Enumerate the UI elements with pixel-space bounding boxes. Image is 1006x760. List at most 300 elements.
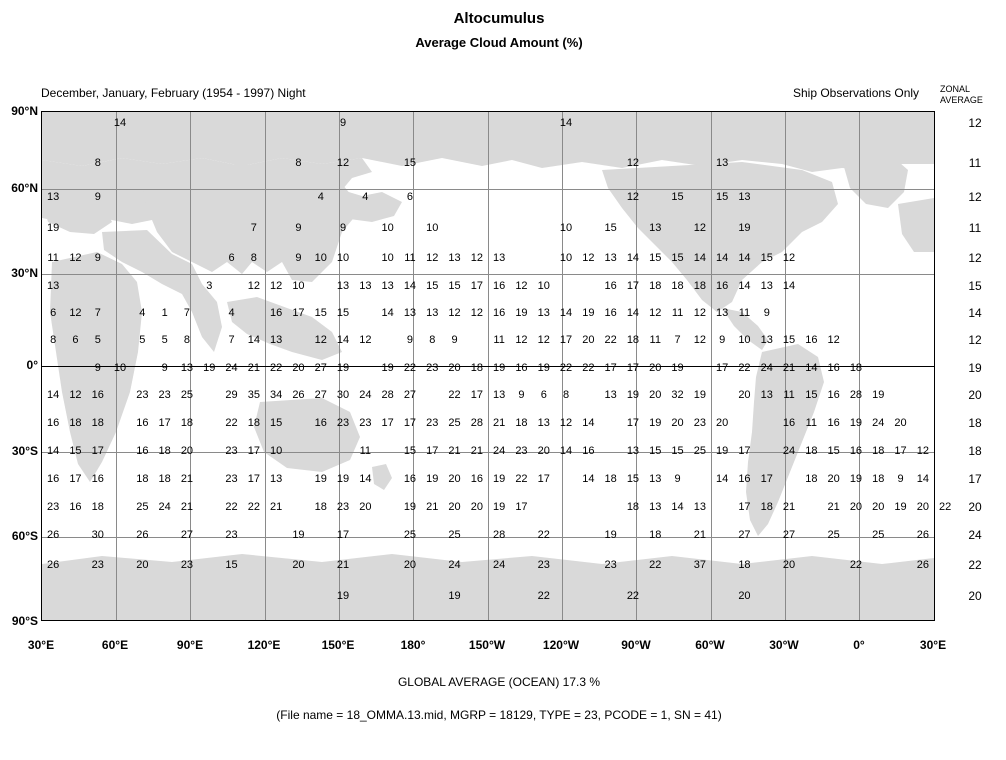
- grid-cell-value: 7: [228, 334, 235, 346]
- grid-cell-value: 21: [180, 473, 194, 485]
- grid-cell-value: 22: [515, 473, 528, 485]
- grid-cell-value: 14: [336, 334, 350, 346]
- grid-cell-value: 17: [760, 473, 773, 485]
- grid-cell-value: 26: [916, 559, 929, 571]
- grid-cell-value: 22: [582, 362, 595, 374]
- grid-cell-value: 24: [359, 389, 372, 401]
- zonal-average-value: 19: [968, 361, 982, 375]
- grid-cell-value: 12: [693, 334, 706, 346]
- grid-cell-value: 15: [671, 445, 684, 457]
- grid-cell-value: 13: [738, 191, 751, 203]
- grid-cell-value: 27: [180, 529, 194, 541]
- grid-cell-value: 22: [738, 362, 751, 374]
- grid-cell-value: 29: [225, 389, 238, 401]
- grid-cell-value: 28: [493, 529, 506, 541]
- grid-cell-value: 13: [649, 473, 662, 485]
- grid-cell-value: 10: [113, 362, 127, 374]
- grid-cell-value: 26: [47, 559, 60, 571]
- grid-cell-value: 10: [381, 252, 394, 264]
- grid-cell-value: 14: [738, 252, 751, 264]
- grid-cell-value: 15: [782, 334, 796, 346]
- grid-cell-value: 18: [872, 445, 885, 457]
- grid-cell-value: 23: [225, 445, 238, 457]
- grid-cell-value: 8: [50, 334, 57, 346]
- grid-cell-value: 20: [738, 389, 751, 401]
- grid-cell-value: 10: [336, 252, 350, 264]
- grid-cell-value: 20: [916, 501, 929, 513]
- grid-cell-value: 14: [113, 117, 127, 129]
- grid-cell-value: 12: [314, 334, 327, 346]
- grid-cell-value: 12: [827, 334, 840, 346]
- grid-cell-value: 21: [270, 501, 283, 513]
- grid-cell-value: 9: [339, 117, 347, 129]
- grid-cell-value: 18: [626, 334, 640, 346]
- grid-cell-value: 12: [69, 307, 82, 319]
- grid-cell-value: 17: [91, 445, 104, 457]
- grid-cell-value: 7: [94, 307, 101, 319]
- grid-cell-value: 12: [626, 157, 640, 169]
- grid-cell-value: 20: [582, 334, 595, 346]
- grid-cell-value: 25: [872, 529, 885, 541]
- grid-cell-value: 19: [515, 307, 528, 319]
- zonal-average-value: 17: [968, 472, 982, 486]
- xlabel-60W: 60°W: [695, 638, 725, 652]
- grid-cell-value: 25: [448, 529, 461, 541]
- grid-cell-value: 14: [626, 307, 640, 319]
- grid-cell-value: 22: [270, 362, 283, 374]
- grid-cell-value: 7: [250, 222, 257, 234]
- grid-cell-value: 15: [403, 157, 417, 169]
- grid-cell-value: 12: [270, 280, 283, 292]
- grid-cell-value: 15: [671, 252, 684, 264]
- grid-cell-value: 16: [91, 473, 104, 485]
- grid-cell-value: 20: [782, 559, 796, 571]
- grid-cell-value: 21: [247, 362, 260, 374]
- grid-cell-value: 18: [604, 473, 617, 485]
- grid-cell-value: 21: [336, 559, 350, 571]
- grid-cell-value: 14: [381, 307, 394, 319]
- grid-cell-value: 15: [604, 222, 617, 234]
- grid-cell-value: 23: [180, 559, 194, 571]
- grid-cell-value: 9: [674, 473, 681, 485]
- grid-cell-value: 8: [250, 252, 257, 264]
- filename-label: (File name = 18_OMMA.13.mid, MGRP = 18129, TYPE = 23, PCODE = 1, SN = 41): [276, 708, 722, 722]
- grid-cell-value: 28: [849, 389, 863, 401]
- grid-cell-value: 16: [805, 334, 818, 346]
- grid-cell-value: 14: [582, 473, 595, 485]
- grid-cell-value: 15: [805, 389, 818, 401]
- grid-cell-value: 12: [693, 222, 706, 234]
- grid-cell-value: 19: [872, 389, 885, 401]
- grid-cell-value: 28: [381, 389, 394, 401]
- grid-cell-value: 9: [94, 191, 101, 203]
- grid-cell-value: 15: [225, 559, 238, 571]
- grid-cell-value: 6: [228, 252, 235, 264]
- grid-cell-value: 14: [559, 117, 573, 129]
- grid-cell-value: 14: [247, 334, 260, 346]
- grid-cell-value: 16: [515, 362, 528, 374]
- grid-cell-value: 12: [626, 191, 640, 203]
- grid-cell-value: 22: [247, 501, 260, 513]
- grid-cell-value: 19: [894, 501, 907, 513]
- grid-cell-value: 35: [247, 389, 260, 401]
- grid-cell-value: 15: [827, 445, 840, 457]
- grid-cell-value: 13: [426, 307, 439, 319]
- grid-cell-value: 18: [649, 280, 662, 292]
- grid-cell-value: 23: [693, 417, 706, 429]
- grid-cell-value: 16: [403, 473, 417, 485]
- grid-cell-value: 18: [872, 473, 885, 485]
- grid-cell-value: 19: [604, 529, 617, 541]
- grid-cell-value: 18: [693, 280, 706, 292]
- grid-cell-value: 18: [805, 473, 818, 485]
- grid-cell-value: 17: [537, 473, 550, 485]
- grid-cell-value: 3: [206, 280, 213, 292]
- grid-cell-value: 20: [180, 445, 194, 457]
- grid-cell-value: 7: [183, 307, 190, 319]
- grid-cell-value: 1: [161, 307, 168, 319]
- grid-cell-value: 28: [470, 417, 483, 429]
- grid-cell-value: 20: [470, 501, 483, 513]
- grid-cell-value: 15: [649, 252, 662, 264]
- grid-cell-value: 19: [336, 590, 350, 602]
- grid-cell-value: 17: [292, 307, 305, 319]
- grid-cell-value: 18: [470, 362, 483, 374]
- grid-cell-value: 13: [180, 362, 194, 374]
- grid-cell-value: 26: [47, 529, 60, 541]
- grid-cell-value: 23: [158, 389, 171, 401]
- grid-cell-value: 25: [827, 529, 840, 541]
- grid-cell-value: 11: [359, 445, 372, 457]
- grid-cell-value: 19: [47, 222, 60, 234]
- grid-cell-value: 19: [493, 362, 506, 374]
- grid-cell-value: 20: [849, 501, 863, 513]
- grid-cell-value: 9: [406, 334, 413, 346]
- xlabel-120W: 120°W: [542, 638, 580, 652]
- grid-cell-value: 23: [225, 473, 238, 485]
- source-label: Ship Observations Only: [793, 86, 920, 100]
- grid-cell-value: 23: [515, 445, 528, 457]
- grid-cell-value: 24: [782, 445, 796, 457]
- grid-cell-value: 20: [136, 559, 149, 571]
- grid-cell-value: 13: [649, 222, 662, 234]
- gridline-lat-30N: [42, 274, 934, 275]
- grid-cell-value: 12: [426, 252, 439, 264]
- zonal-average-value: 22: [968, 558, 982, 572]
- grid-cell-value: 13: [47, 191, 60, 203]
- grid-cell-value: 20: [537, 445, 550, 457]
- zonal-average-value: 20: [968, 589, 982, 603]
- grid-cell-value: 18: [849, 362, 863, 374]
- grid-cell-value: 27: [403, 389, 417, 401]
- grid-cell-value: 15: [69, 445, 82, 457]
- grid-cell-value: 17: [381, 417, 394, 429]
- grid-cell-value: 18: [626, 501, 640, 513]
- grid-cell-value: 16: [493, 280, 506, 292]
- grid-cell-value: 14: [47, 445, 60, 457]
- grid-cell-value: 32: [671, 389, 684, 401]
- grid-cell-value: 9: [94, 252, 101, 264]
- grid-cell-value: 19: [292, 529, 305, 541]
- grid-cell-value: 25: [693, 445, 706, 457]
- grid-cell-value: 17: [470, 280, 483, 292]
- grid-cell-value: 12: [916, 445, 929, 457]
- grid-cell-value: 16: [47, 417, 60, 429]
- grid-cell-value: 8: [295, 157, 302, 169]
- zonal-average-value: 14: [968, 306, 982, 320]
- grid-cell-value: 17: [426, 445, 439, 457]
- zonal-average-value: 15: [968, 279, 982, 293]
- grid-cell-value: 20: [671, 417, 684, 429]
- grid-cell-value: 11: [738, 307, 751, 319]
- grid-cell-value: 9: [518, 389, 525, 401]
- grid-cell-value: 19: [314, 473, 327, 485]
- grid-cell-value: 13: [493, 389, 506, 401]
- grid-cell-value: 10: [270, 445, 283, 457]
- grid-cell-value: 13: [403, 307, 417, 319]
- grid-cell-value: 16: [827, 362, 840, 374]
- grid-cell-value: 23: [336, 417, 350, 429]
- grid-cell-value: 14: [403, 280, 417, 292]
- grid-cell-value: 20: [359, 501, 372, 513]
- grid-cell-value: 19: [381, 362, 394, 374]
- grid-cell-value: 16: [270, 307, 283, 319]
- grid-cell-value: 21: [426, 501, 439, 513]
- grid-cell-value: 19: [448, 590, 461, 602]
- grid-cell-value: 15: [626, 473, 640, 485]
- grid-cell-value: 9: [161, 362, 168, 374]
- grid-cell-value: 22: [649, 559, 662, 571]
- grid-cell-value: 9: [763, 307, 770, 319]
- grid-cell-value: 24: [760, 362, 773, 374]
- grid-cell-value: 22: [939, 501, 952, 513]
- grid-cell-value: 13: [448, 252, 461, 264]
- grid-cell-value: 18: [671, 280, 684, 292]
- grid-cell-value: 15: [716, 191, 729, 203]
- ylabel-60S: 60°S: [11, 529, 38, 543]
- grid-cell-value: 18: [247, 417, 260, 429]
- grid-cell-value: 20: [403, 559, 417, 571]
- grid-cell-value: 16: [91, 389, 104, 401]
- grid-cell-value: 11: [671, 307, 684, 319]
- grid-cell-value: 10: [381, 222, 394, 234]
- grid-cell-value: 18: [738, 559, 751, 571]
- xlabel-30E-right: 30°E: [919, 638, 947, 652]
- grid-cell-value: 12: [559, 417, 573, 429]
- grid-cell-value: 16: [47, 473, 60, 485]
- grid-cell-value: 17: [716, 362, 729, 374]
- grid-cell-value: 12: [470, 307, 483, 319]
- grid-cell-value: 14: [559, 307, 573, 319]
- zonal-average-value: 11: [968, 156, 982, 170]
- grid-cell-value: 15: [671, 191, 684, 203]
- grid-cell-value: 16: [827, 389, 840, 401]
- grid-cell-value: 9: [94, 362, 101, 374]
- grid-cell-value: 14: [47, 389, 60, 401]
- ylabel-30S: 30°S: [11, 444, 38, 458]
- grid-cell-value: 34: [270, 389, 283, 401]
- grid-cell-value: 16: [470, 473, 483, 485]
- grid-cell-value: 13: [716, 157, 729, 169]
- grid-cell-value: 15: [426, 280, 439, 292]
- grid-cell-value: 13: [359, 280, 372, 292]
- grid-cell-value: 19: [849, 473, 863, 485]
- grid-cell-value: 13: [760, 280, 773, 292]
- grid-cell-value: 16: [782, 417, 796, 429]
- grid-cell-value: 19: [693, 389, 706, 401]
- grid-cell-value: 18: [515, 417, 528, 429]
- xlabel-30W: 30°W: [769, 638, 799, 652]
- grid-cell-value: 22: [537, 590, 550, 602]
- grid-cell-value: 9: [451, 334, 458, 346]
- grid-cell-value: 20: [716, 417, 729, 429]
- grid-cell-value: 27: [738, 529, 751, 541]
- grid-cell-value: 16: [314, 417, 327, 429]
- grid-cell-value: 15: [649, 445, 662, 457]
- grid-cell-value: 16: [716, 280, 729, 292]
- grid-cell-value: 16: [136, 445, 149, 457]
- grid-cell-value: 16: [604, 280, 617, 292]
- grid-cell-value: 8: [94, 157, 101, 169]
- grid-cell-value: 23: [136, 389, 149, 401]
- zonal-average-value: 24: [968, 528, 982, 542]
- grid-cell-value: 24: [225, 362, 238, 374]
- xlabel-60E: 60°E: [101, 638, 129, 652]
- grid-cell-value: 11: [783, 389, 795, 401]
- grid-cell-value: 12: [69, 252, 82, 264]
- grid-cell-value: 10: [537, 280, 550, 292]
- grid-cell-value: 21: [470, 445, 483, 457]
- grid-cell-value: 8: [562, 389, 570, 401]
- grid-cell-value: 19: [426, 473, 439, 485]
- grid-cell-value: 16: [493, 307, 506, 319]
- grid-cell-value: 16: [604, 307, 617, 319]
- grid-cell-value: 27: [314, 362, 327, 374]
- grid-cell-value: 20: [649, 362, 662, 374]
- grid-cell-value: 7: [674, 334, 681, 346]
- grid-cell-value: 23: [47, 501, 60, 513]
- page-subtitle: Average Cloud Amount (%): [415, 35, 583, 50]
- grid-cell-value: 19: [738, 222, 751, 234]
- grid-cell-value: 18: [180, 417, 194, 429]
- grid-cell-value: 18: [91, 417, 104, 429]
- grid-cell-value: 17: [738, 501, 751, 513]
- grid-cell-value: 14: [359, 473, 372, 485]
- grid-cell-value: 9: [339, 222, 347, 234]
- grid-cell-value: 16: [69, 501, 82, 513]
- grid-cell-value: 15: [448, 280, 461, 292]
- grid-cell-value: 12: [649, 307, 662, 319]
- grid-cell-value: 12: [515, 334, 528, 346]
- grid-cell-value: 14: [559, 445, 573, 457]
- grid-cell-value: 17: [559, 334, 573, 346]
- grid-cell-value: 14: [671, 501, 684, 513]
- grid-cell-value: 22: [604, 334, 617, 346]
- zonal-average-value: 12: [968, 251, 982, 265]
- zonal-average-value: 18: [968, 416, 982, 430]
- grid-cell-value: 16: [738, 473, 751, 485]
- xlabel-30E-left: 30°E: [27, 638, 55, 652]
- grid-cell-value: 18: [158, 445, 171, 457]
- grid-cell-value: 26: [916, 529, 929, 541]
- grid-cell-value: 17: [626, 362, 640, 374]
- grid-cell-value: 13: [336, 280, 350, 292]
- grid-cell-value: 9: [897, 473, 904, 485]
- grid-cell-value: 11: [805, 417, 818, 429]
- grid-cell-value: 19: [626, 389, 640, 401]
- grid-cell-value: 22: [537, 529, 550, 541]
- grid-cell-value: 19: [493, 501, 506, 513]
- grid-cell-value: 24: [493, 445, 506, 457]
- grid-cell-value: 27: [314, 389, 327, 401]
- grid-cell-value: 13: [270, 473, 283, 485]
- grid-cell-value: 16: [827, 417, 840, 429]
- grid-cell-value: 5: [161, 334, 168, 346]
- zonal-average-value: 12: [968, 333, 982, 347]
- grid-cell-value: 14: [916, 473, 929, 485]
- grid-cell-value: 21: [493, 417, 506, 429]
- grid-cell-value: 23: [426, 417, 439, 429]
- grid-cell-value: 17: [626, 280, 640, 292]
- grid-cell-value: 17: [515, 501, 528, 513]
- grid-cell-value: 24: [448, 559, 461, 571]
- grid-cell-value: 15: [314, 307, 327, 319]
- grid-cell-value: 10: [314, 252, 327, 264]
- grid-cell-value: 15: [270, 417, 283, 429]
- grid-cell-value: 20: [292, 362, 305, 374]
- grid-cell-value: 17: [403, 417, 417, 429]
- grid-cell-value: 11: [47, 252, 59, 264]
- grid-cell-value: 9: [295, 252, 302, 264]
- grid-cell-value: 27: [782, 529, 796, 541]
- grid-cell-value: 13: [760, 389, 773, 401]
- xlabel-120E: 120°E: [247, 638, 281, 652]
- grid-cell-value: 12: [782, 252, 796, 264]
- grid-cell-value: 20: [894, 417, 907, 429]
- grid-cell-value: 23: [91, 559, 104, 571]
- grid-cell-value: 24: [872, 417, 885, 429]
- grid-cell-value: 24: [158, 501, 171, 513]
- grid-cell-value: 18: [69, 417, 82, 429]
- grid-cell-value: 13: [381, 280, 394, 292]
- grid-cell-value: 19: [716, 445, 729, 457]
- zonal-average-value: 12: [968, 190, 982, 204]
- grid-cell-value: 18: [760, 501, 773, 513]
- grid-cell-value: 4: [139, 307, 146, 319]
- grid-cell-value: 26: [292, 389, 305, 401]
- grid-cell-value: 20: [649, 389, 662, 401]
- ylabel-30N: 30°N: [11, 266, 38, 280]
- grid-cell-value: 20: [448, 501, 461, 513]
- zonal-average-value: 12: [968, 116, 982, 130]
- grid-cell-value: 5: [139, 334, 146, 346]
- grid-cell-value: 16: [849, 445, 863, 457]
- grid-cell-value: 14: [738, 280, 751, 292]
- grid-cell-value: 23: [537, 559, 550, 571]
- grid-cell-value: 13: [716, 307, 729, 319]
- zonal-average-header-line2: AVERAGE: [940, 95, 983, 105]
- grid-cell-value: 9: [295, 222, 302, 234]
- period-label: December, January, February (1954 - 1997) Night: [41, 86, 306, 100]
- grid-cell-value: 30: [336, 389, 350, 401]
- grid-cell-value: 8: [429, 334, 436, 346]
- grid-cell-value: 13: [604, 389, 617, 401]
- grid-cell-value: 17: [738, 445, 751, 457]
- grid-cell-value: 17: [336, 529, 350, 541]
- grid-cell-value: 17: [894, 445, 907, 457]
- grid-cell-value: 22: [448, 389, 461, 401]
- grid-cell-value: 22: [403, 362, 417, 374]
